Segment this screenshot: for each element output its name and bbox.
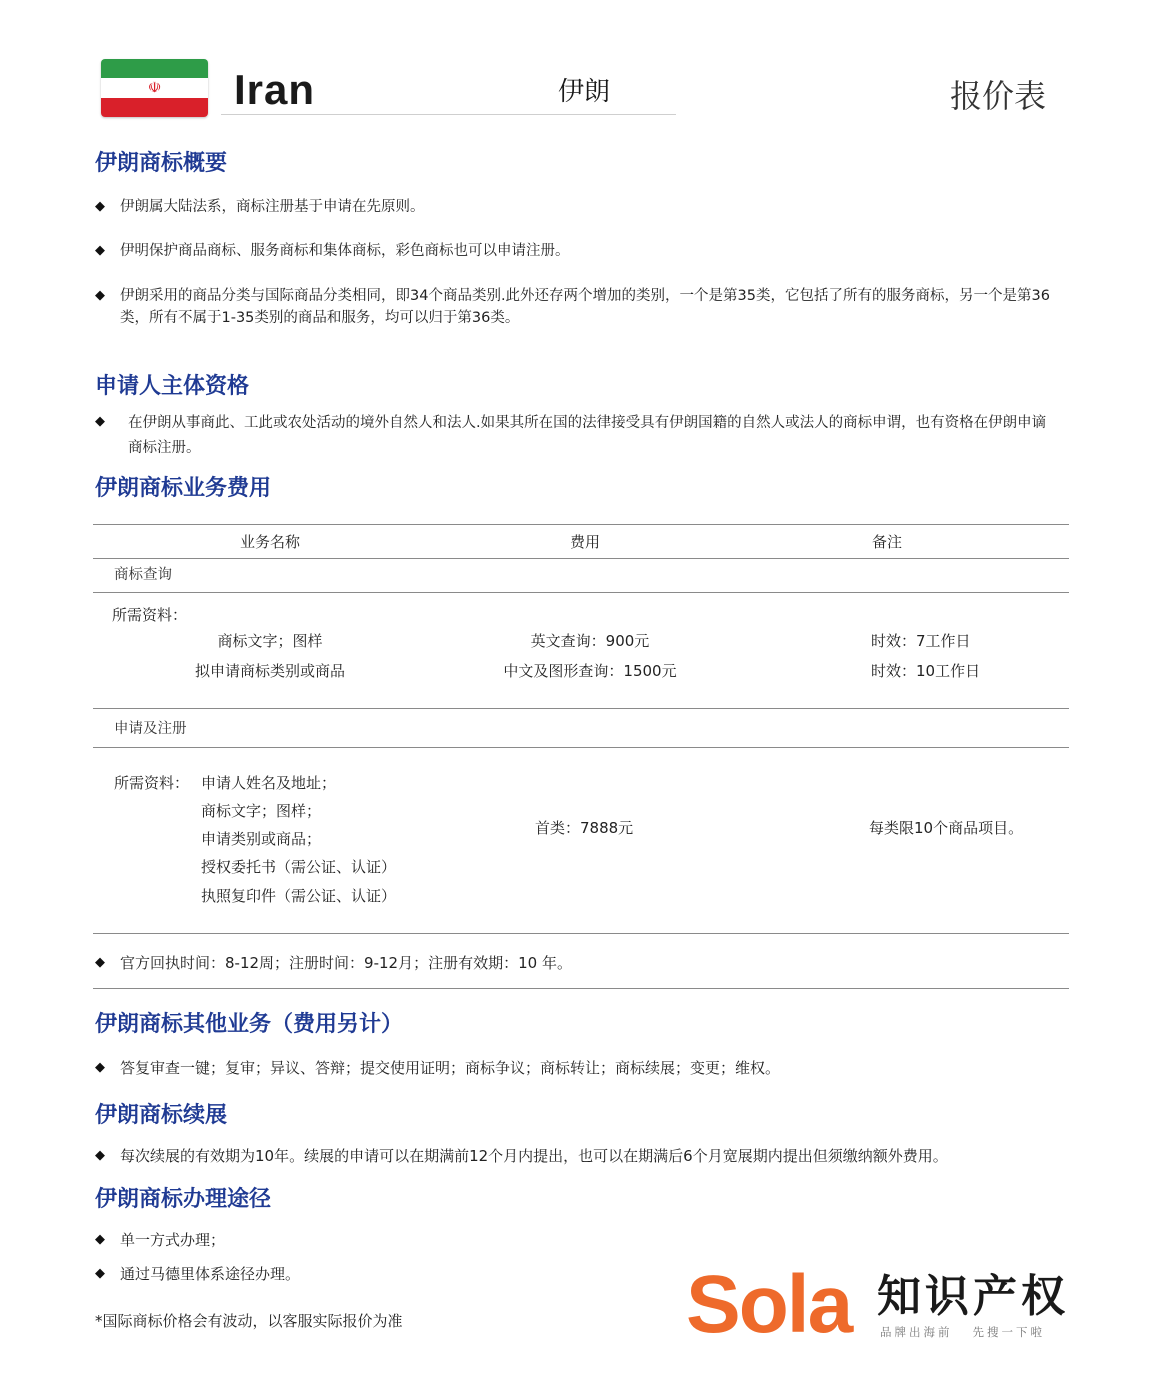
header-divider bbox=[221, 114, 676, 115]
slogan-left: 品牌出海前 bbox=[880, 1325, 953, 1339]
search-row-2-note: 时效：10工作日 bbox=[871, 662, 981, 680]
bullet-icon: ◆ bbox=[95, 1060, 105, 1075]
bullet-icon: ◆ bbox=[95, 1148, 105, 1163]
table-divider bbox=[93, 747, 1069, 748]
country-name-en: Iran bbox=[234, 66, 316, 113]
iran-emblem-icon: ☫ bbox=[147, 78, 162, 97]
bullet-icon: ◆ bbox=[95, 1232, 105, 1247]
table-divider bbox=[93, 933, 1069, 934]
search-row-1-name: 商标文字；图样 bbox=[217, 632, 323, 650]
bullet-icon: ◆ bbox=[95, 199, 105, 214]
price-disclaimer: *国际商标价格会有波动，以客服实际报价为准 bbox=[95, 1312, 403, 1330]
search-row-2-fee: 中文及图形查询：1500元 bbox=[503, 662, 677, 680]
list-item: ◆ 伊朗属大陆法系，商标注册基于申请在先原则。 bbox=[95, 196, 1060, 218]
registration-required-label: 所需资料： bbox=[114, 774, 190, 792]
table-top-border bbox=[93, 524, 1069, 525]
slogan-right: 先搜一下啦 bbox=[972, 1325, 1045, 1339]
bullet-icon: ◆ bbox=[95, 243, 105, 258]
registration-material: 申请类别或商品； bbox=[201, 830, 322, 848]
section-title-renewal: 伊朗商标续展 bbox=[95, 1103, 228, 1128]
section-title-other: 伊朗商标其他业务（费用另计） bbox=[95, 1012, 404, 1037]
country-name-cn: 伊朗 bbox=[558, 77, 611, 107]
table-header-name: 业务名称 bbox=[239, 533, 300, 551]
list-item: ◆ 答复审查一键；复审；异议、答辩；提交使用证明；商标争议；商标转让；商标续展；变更；维权。 bbox=[95, 1059, 781, 1077]
registration-material: 商标文字；图样； bbox=[201, 802, 322, 820]
table-header-border bbox=[93, 558, 1069, 559]
bullet-icon: ◆ bbox=[95, 955, 105, 970]
logo-cn-text: 知识产权 bbox=[877, 1271, 1069, 1322]
table-divider bbox=[93, 592, 1069, 593]
search-row-2-name: 拟申请商标类别或商品 bbox=[194, 662, 345, 680]
list-item: ◆ 单一方式办理； bbox=[95, 1231, 226, 1249]
list-item: ◆ 每次续展的有效期为10年。续展的申请可以在期满前12个月内提出，也可以在期满后6个月宽展期内提出但须缴纳额外费用。 bbox=[95, 1147, 948, 1165]
registration-material: 授权委托书（需公证、认证） bbox=[201, 858, 397, 876]
section-title-fees: 伊朗商标业务费用 bbox=[95, 476, 272, 501]
search-required-label: 所需资料： bbox=[112, 606, 188, 624]
sola-logo: Sola bbox=[686, 1259, 852, 1350]
document-title: 报价表 bbox=[950, 77, 1047, 115]
search-section-label: 商标查询 bbox=[114, 567, 172, 583]
table-header-note: 备注 bbox=[871, 533, 902, 551]
table-divider bbox=[93, 708, 1069, 709]
section-title-overview: 伊朗商标概要 bbox=[95, 151, 228, 176]
list-item: ◆ 伊明保护商品商标、服务商标和集体商标，彩色商标也可以申请注册。 bbox=[95, 240, 1060, 262]
search-row-1-note: 时效：7工作日 bbox=[871, 632, 971, 650]
logo-slogan bbox=[880, 1325, 1045, 1339]
registration-note: 每类限10个商品项目。 bbox=[869, 819, 1024, 837]
bullet-icon: ◆ bbox=[95, 1266, 105, 1281]
list-item: ◆ 在伊朗从事商此、工此或农处活动的境外自然人和法人.如果其所在国的法律接受具有伊朗国籍的自然人或法人的商标申谓，也有资格在伊朗申谪商标注册。 bbox=[95, 411, 1050, 461]
table-header-fee: 费用 bbox=[569, 533, 600, 551]
list-item: ◆ 伊朗采用的商品分类与国际商品分类相同，即34个商品类别.此外还存两个增加的类别，一个是第35类，它包括了所有的服务商标，另一个是第36类，所有不属于1-35类别的商品和服务，均可以归于第36类。 bbox=[95, 285, 1060, 329]
list-item: ◆ 通过马德里体系途径办理。 bbox=[95, 1265, 301, 1283]
section-title-applicant: 申请人主体资格 bbox=[95, 374, 250, 399]
registration-section-label: 申请及注册 bbox=[114, 721, 187, 737]
iran-flag-icon bbox=[101, 59, 208, 117]
bullet-icon: ◆ bbox=[95, 288, 105, 303]
registration-fee: 首类：7888元 bbox=[535, 819, 634, 837]
section-title-routes: 伊朗商标办理途径 bbox=[95, 1187, 272, 1212]
bullet-icon: ◆ bbox=[95, 414, 105, 429]
timeline-item: ◆ 官方回执时间：8-12周；注册时间：9-12月；注册有效期：10 年。 bbox=[95, 954, 572, 972]
search-row-1-fee: 英文查询：900元 bbox=[530, 632, 650, 650]
table-bottom-border bbox=[93, 988, 1069, 989]
registration-material: 执照复印件（需公证、认证） bbox=[201, 887, 397, 905]
registration-material: 申请人姓名及地址； bbox=[201, 774, 337, 792]
